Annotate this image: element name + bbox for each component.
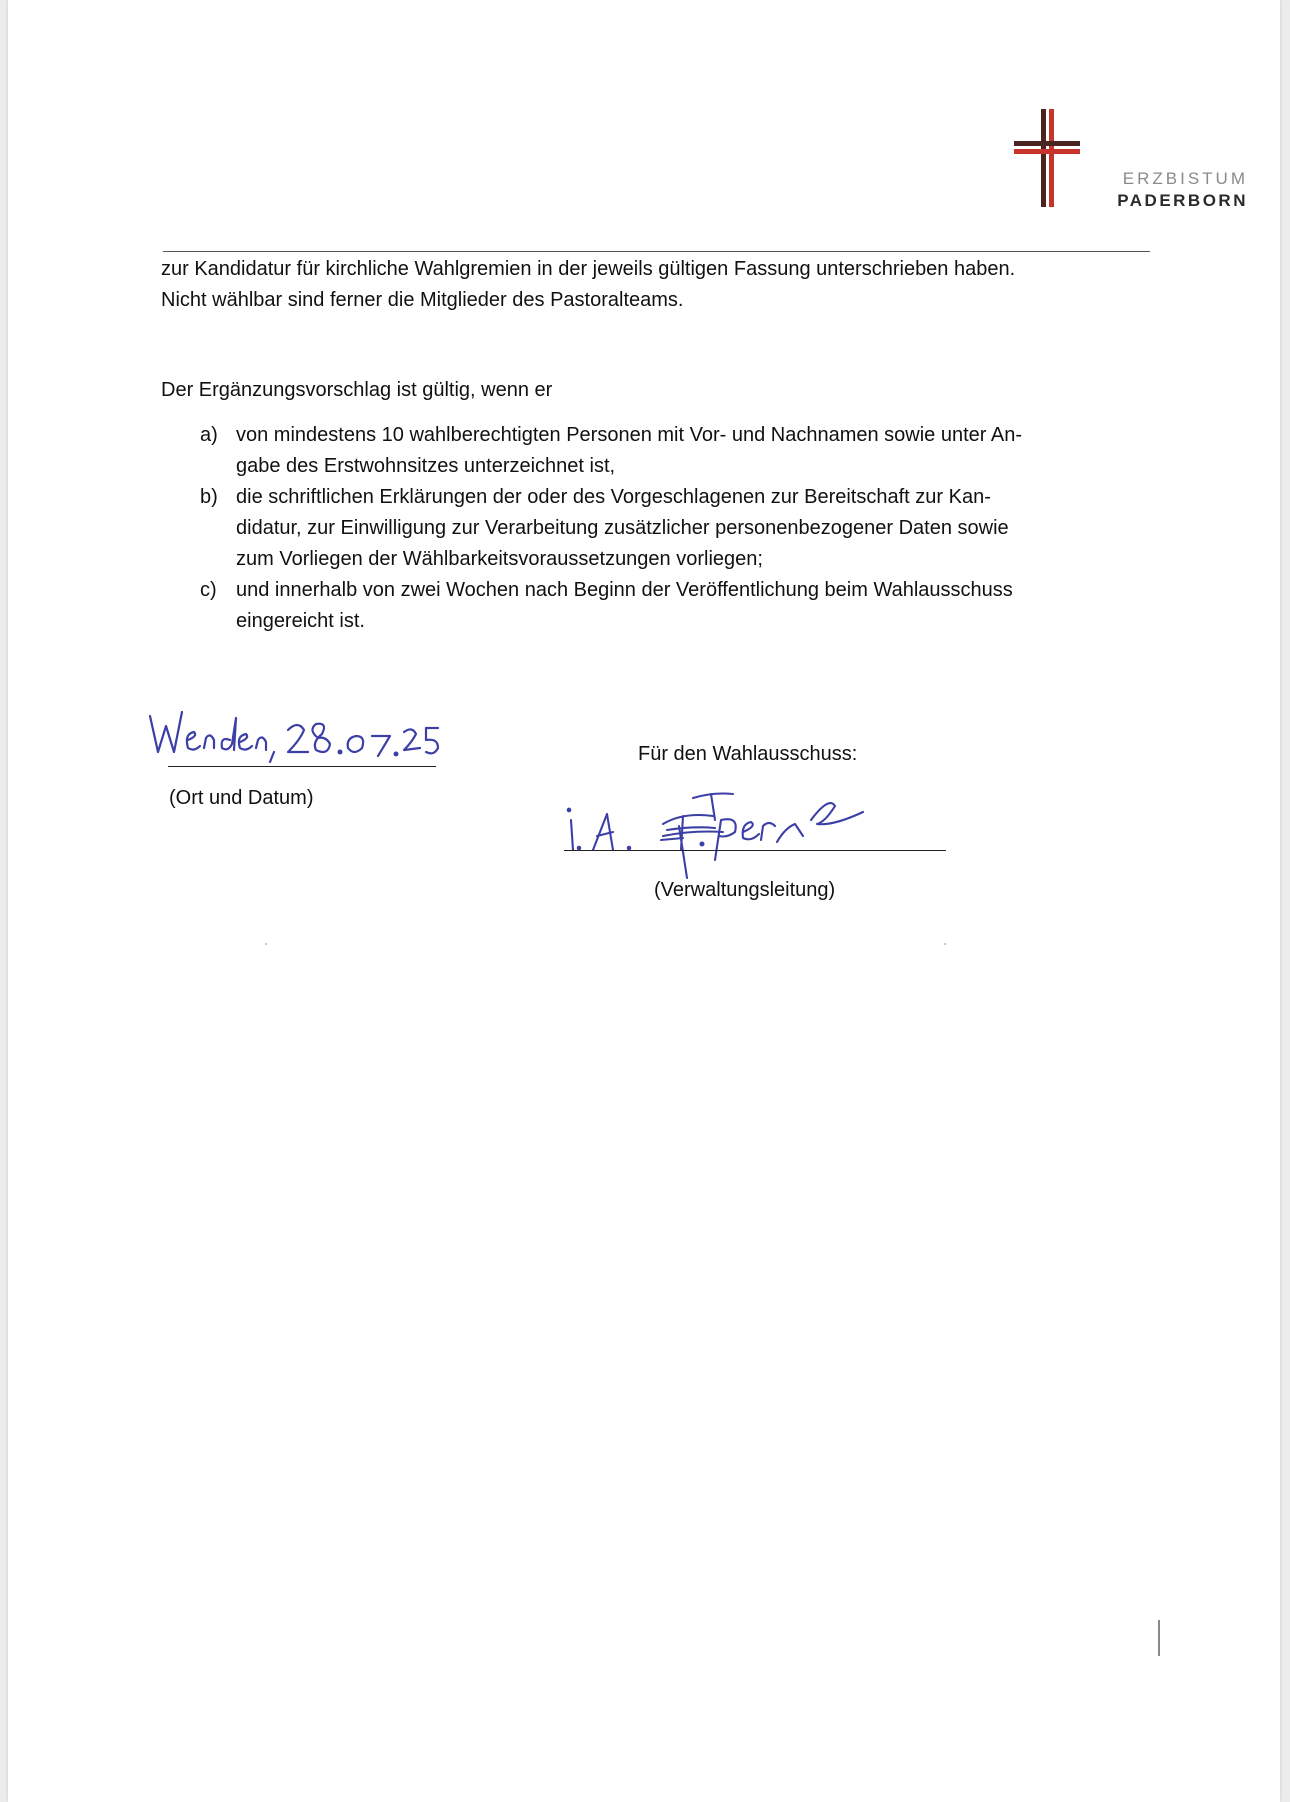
list-item-c-line: eingereicht ist. bbox=[236, 610, 365, 632]
admin-label: (Verwaltungsleitung) bbox=[654, 879, 836, 901]
scan-speck bbox=[265, 943, 267, 945]
logo-wordmark bbox=[1088, 168, 1248, 212]
committee-label: Für den Wahlausschuss: bbox=[638, 743, 858, 765]
document-page bbox=[8, 0, 1280, 1802]
list-marker-a: a) bbox=[200, 424, 218, 446]
signature-line bbox=[564, 850, 946, 851]
scan-edge-mark bbox=[1158, 1620, 1160, 1656]
list-item-a-line: gabe des Erstwohnsitzes unterzeichnet ist, bbox=[236, 455, 616, 477]
paragraph-line: zur Kandidatur für kirchliche Wahlgremien in der jeweils gültigen Fassung unterschrieben haben. bbox=[161, 258, 1016, 280]
conditions-intro: Der Ergänzungsvorschlag ist gültig, wenn er bbox=[161, 379, 553, 401]
header-rule bbox=[163, 251, 1150, 252]
list-marker-c: c) bbox=[200, 579, 217, 601]
list-marker-b: b) bbox=[200, 486, 218, 508]
list-item-b-line: zum Vorliegen der Wählbarkeitsvoraussetzungen vorliegen; bbox=[236, 548, 763, 570]
list-item-c-line: und innerhalb von zwei Wochen nach Beginn der Veröffentlichung beim Wahlausschuss bbox=[236, 579, 1013, 601]
logo-line-erzbistum: ERZBISTUM bbox=[1122, 169, 1248, 188]
place-date-label: (Ort und Datum) bbox=[169, 787, 314, 809]
place-date-line bbox=[168, 766, 436, 767]
logo-line-paderborn: PADERBORN bbox=[1117, 191, 1248, 210]
handwritten-signature bbox=[563, 780, 923, 890]
list-item-b-line: didatur, zur Einwilligung zur Verarbeitung zusätzlicher personenbezogener Daten sowie bbox=[236, 517, 1009, 539]
list-item-b-line: die schriftlichen Erklärungen der oder des Vorgeschlagenen zur Bereitschaft zur Kan- bbox=[236, 486, 991, 508]
list-item-a-line: von mindestens 10 wahlberechtigten Personen mit Vor- und Nachnamen sowie unter An- bbox=[236, 424, 1023, 446]
scan-speck bbox=[944, 943, 946, 945]
handwritten-place-date bbox=[138, 700, 478, 780]
paragraph-line: Nicht wählbar sind ferner die Mitglieder des Pastoralteams. bbox=[161, 289, 684, 311]
